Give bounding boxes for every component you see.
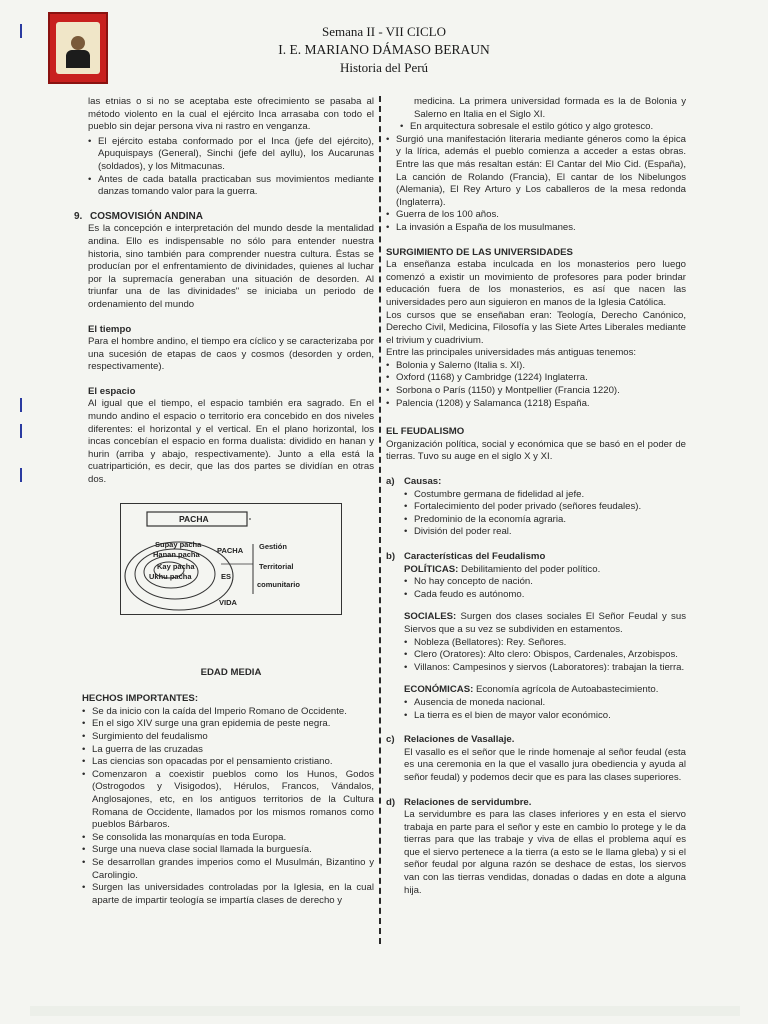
list-item: • En arquitectura sobresale el estilo gótico y algo grotesco. (400, 121, 686, 134)
list-item: • Se consolida las monarquías en toda Europa. (82, 832, 374, 845)
section-9-heading: 9. COSMOVISIÓN ANDINA (74, 210, 203, 222)
sociales-list (386, 637, 686, 675)
servidumbre-text: La servidumbre es para las clases inferiores y en esta el siervo trabaja en parte para el señor y este en cambio lo protege y le da tierras para que las trabaje y viva de ellas el problema aquí es que el siervo pertenece a la tierra (a esto se le llama gleba) y si el señor feudal por alguna razón se deshace de estas, los siervos van con las tierras vendidas, donadas o dadas en dote a alguna hija. (404, 809, 686, 896)
right-column (386, 96, 686, 897)
gestion-label: Gestión (259, 541, 287, 551)
cosmovision-text: Es la concepción e interpretación del mundo desde la mentalidad andina. Ello es indispensable no sólo para entender nuestra historia, sino también para comprender nuestra cultura. Éstas se producían por el enfrentamiento de divinidades, quienes al luchar por la supremacía generaban una situación de desorden. Al triunfar una de las divinidades" se iniciaba un periodo de ordenamiento del mundo (88, 223, 374, 310)
header-school: I. E. MARIANO DÁMASO BERAUN (278, 42, 490, 57)
vida-label: VIDA (219, 597, 237, 607)
list-item: • Surgió una manifestación literaria mediante géneros como la épica y la lírica, además el pueblo comienza a acceder a estas obras. Entre las que más resaltan están: El Cantar del Mio Cid. (España), La canción de Rolando (Francia), El cantar de los Nibelungos (Alemania), El Rey Arturo y Los caballeros de la mesa redonda (Inglaterra). (386, 134, 686, 210)
kay-pacha-label: Kay pacha (157, 561, 195, 571)
list-item: • Se da inicio con la caída del Imperio Romano de Occidente. (82, 706, 374, 719)
page-bottom-band (30, 1006, 740, 1016)
universities-list (386, 360, 686, 410)
pacha-label: PACHA (179, 513, 209, 524)
margin-mark (20, 398, 22, 412)
list-item: • No hay concepto de nación. (404, 576, 686, 589)
list-item: • Palencia (1208) y Salamanca (1218) España. (386, 398, 686, 411)
pacha-diagram (120, 503, 342, 615)
universities-text-3: Entre las principales universidades más antiguas tenemos: (386, 347, 637, 359)
left-column (74, 96, 374, 907)
list-item: • Villanos: Campesinos y siervos (Laboratores): trabajan la tierra. (404, 662, 686, 675)
edad-media-heading: EDAD MEDIA (200, 666, 262, 678)
feudalismo-text: Organización política, social y económica que se basó en el poder de tierras. Tuvo su auge en el siglo X y XI. (386, 438, 686, 463)
arq-list (386, 121, 686, 134)
list-item: • Costumbre germana de fidelidad al jefe. (404, 489, 686, 502)
header-week: Semana II - VII CICLO (322, 24, 446, 39)
espacio-text: Al igual que el tiempo, el espacio también era sagrado. En el mundo andino el espacio o territorio era concebido en dos niveles diferentes: el horizontal y el vertical. En el plano horizontal, los incas concebían el espacio en forma dualista: dividido en hanan y hurin (arriba y abajo, respectivamente). Junto a ella está la cuatripartición, es decir, que las dos partes se dividían en otras dos. (88, 398, 374, 486)
vasallaje-text: El vasallo es el señor que le rinde homenaje al señor feudal (esta es una ceremonia en la que el vasallo jura obediencia y ayuda al señor feudal) y podemos decir que es para las clases superiores. (404, 746, 686, 783)
universities-text-2: Los cursos que se enseñaban eran: Teología, Derecho Canónico, Derecho Civil, Medicina, Filosofía y las Siete Artes Liberales mediante el trivium y cuadrivium. (386, 309, 686, 346)
list-item: • Guerra de los 100 años. (386, 209, 686, 222)
list-item: • Clero (Oratores): Alto clero: Obispos, Cardenales, Arzobispos. (404, 649, 686, 662)
list-item: • Oxford (1168) y Cambridge (1224) Inglaterra. (386, 372, 686, 385)
tiempo-text: Para el hombre andino, el tiempo era cíclico y se caracterizaba por una sucesión de etapas de caos y cosmos (desorden y orden, respectivamente). (88, 336, 374, 373)
hanan-pacha-label: Hanan pacha (153, 549, 200, 559)
army-list (88, 136, 374, 199)
list-item: • La invasión a España de los musulmanes. (386, 222, 686, 235)
list-item: • Surgimiento del feudalismo (82, 731, 374, 744)
margin-mark (20, 24, 22, 38)
list-item: • División del poder real. (404, 526, 686, 539)
vasallaje-heading: c) Relaciones de Vasallaje. (386, 734, 515, 746)
list-item: • Bolonia y Salerno (Italia s. XI). (386, 360, 686, 373)
caracteristicas-heading: b) Características del Feudalismo (386, 551, 546, 562)
causas-list (386, 489, 686, 539)
list-item: • Se desarrollan grandes imperios como el Musulmán, Bizantino y Carolingio. (82, 857, 374, 882)
literature-list (386, 134, 686, 235)
list-item: • Comenzaron a coexistir pueblos como los Hunos, Godos (Ostrogodos y Visigodos), Hérulos, Francos, Vándalos, Anglosajones, etc, en los antiguos territorios de la Cultura Romana de Occidente, llamados por los mismos romanos como pueblos Bárbaros. (82, 769, 374, 832)
es-label: ES (221, 571, 232, 581)
list-item: • Cada feudo es autónomo. (404, 589, 686, 602)
ukhu-pacha-label: Ukhu pacha (149, 571, 192, 581)
supay-pacha-label: Supay pacha (155, 539, 202, 549)
espacio-heading: El espacio (88, 385, 136, 397)
list-item: • Surge una nueva clase social llamada la burguesía. (82, 844, 374, 857)
sociales-text: SOCIALES: Surgen dos clases sociales El Señor Feudal y sus Siervos que a su vez se subdividen en estamentos. (404, 611, 686, 635)
hechos-heading: HECHOS IMPORTANTES: (82, 693, 199, 705)
universities-text-1: La enseñanza estaba inculcada en los monasterios pero luego comenzó a existir un movimiento de profesores para poder brindar educación fuera de los monasterios, es así que nacen las universidades pero aun siguieron en manos de la Iglesia Católica. (386, 259, 686, 308)
list-item: • El ejército estaba conformado por el Inca (jefe del ejército), Apuquispays (General), Sinchi (jefe del ayllu), los Aucarunas (soldados), y los Mitmacunas. (88, 136, 374, 174)
list-item: • Nobleza (Bellatores): Rey. Señores. (404, 637, 686, 650)
universities-heading: SURGIMIENTO DE LAS UNIVERSIDADES (386, 246, 573, 258)
list-item: • Las ciencias son opacadas por el pensamiento cristiano. (82, 756, 374, 769)
territorial-label: Territorial (259, 561, 294, 571)
margin-mark (20, 424, 22, 438)
list-item: • Antes de cada batalla practicaban sus movimientos mediante danzas tomando valor para la guerra. (88, 174, 374, 199)
list-item: • En el sigo XIV surge una gran epidemia de peste negra. (82, 718, 374, 731)
tiempo-heading: El tiempo (88, 323, 132, 335)
list-item: • Sorbona o París (1150) y Montpellier (Francia 1220). (386, 385, 686, 398)
economicas-list (386, 697, 686, 722)
header-course: Historia del Perú (339, 60, 429, 75)
intro-text: las etnias o si no se aceptaba este ofrecimiento se pasaba al método violento en la cual el ejército Inca arrasaba con todo el pueblo sin dejar persona viva ni rastro en venganza. (88, 96, 374, 133)
list-item: • Ausencia de moneda nacional. (404, 697, 686, 710)
list-item: • La guerra de las cruzadas (82, 744, 374, 757)
list-item: • Surgen las universidades controladas por la Iglesia, en la cual aparte de impartir teología se impartía clases de derecho y (82, 882, 374, 907)
politicas-list (386, 576, 686, 601)
servidumbre-heading: d) Relaciones de servidumbre. (386, 796, 532, 808)
causas-heading: a) Causas: (386, 476, 442, 488)
list-item: • La tierra es el bien de mayor valor económico. (404, 710, 686, 723)
column-divider (379, 96, 381, 944)
margin-mark (20, 468, 22, 482)
economicas-text: ECONÓMICAS: Economía agrícola de Autoabastecimiento. (404, 684, 659, 696)
univ-continuation: medicina. La primera universidad formada es la de Bolonia y Salerno en Italia en el Siglo XI. (414, 96, 686, 120)
feudalismo-heading: EL FEUDALISMO (386, 426, 465, 438)
hechos-list (82, 706, 374, 908)
politicas-text: POLÍTICAS: Debilitamiento del poder político. (404, 563, 601, 575)
list-item: • Fortalecimiento del poder privado (señores feudales). (404, 501, 686, 514)
list-item: • Predominio de la economía agraria. (404, 514, 686, 527)
comunitario-label: comunitario (257, 579, 300, 589)
pacha-side-label: PACHA (217, 545, 244, 555)
